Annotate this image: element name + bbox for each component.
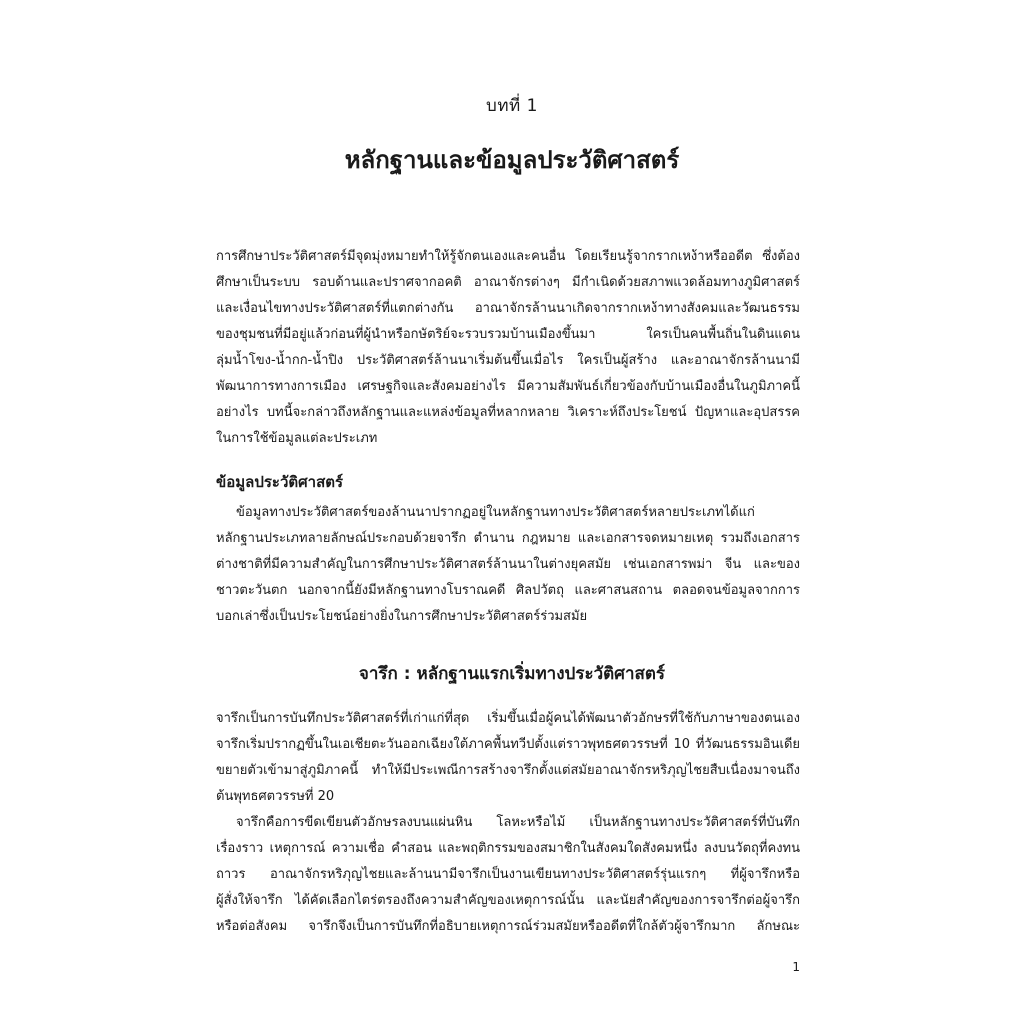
page-number: 1	[792, 960, 800, 974]
paragraph-line: บอกเล่าซึ่งเป็นประโยชน์อย่างยิ่งในการศึกษาประวัติศาสตร์ร่วมสมัย	[216, 609, 588, 624]
section-paragraph	[216, 810, 800, 940]
paragraph-line: ขยายตัวเข้ามาสู่ภูมิภาคนี้ ทำให้มีประเพณีการสร้างจารึกตั้งแต่สมัยอาณาจักรหริภุญไชยสืบเนื่องมาจนถึง	[216, 763, 800, 778]
section-heading: ข้อมูลประวัติศาสตร์	[216, 473, 344, 491]
paragraph-line: และเงื่อนไขทางประวัติศาสตร์ที่แตกต่างกัน อาณาจักรล้านนาเกิดจากรากเหง้าทางสังคมและวัฒนธรรม	[216, 301, 800, 316]
paragraph-line: ของชุมชนที่มีอยู่แล้วก่อนที่ผู้นำหรือกษัตริย์จะรวบรวมบ้านเมืองขึ้นมา ใครเป็นคนพื้นถิ่นในดินแดน	[216, 327, 800, 342]
paragraph-line: อย่างไร บทนี้จะกล่าวถึงหลักฐานและแหล่งข้อมูลที่หลากหลาย วิเคราะห์ถึงประโยชน์ ปัญหาและอุปสรรค	[216, 405, 800, 420]
paragraph-line: จารึกคือการขีดเขียนตัวอักษรลงบนแผ่นหิน โลหะหรือไม้ เป็นหลักฐานทางประวัติศาสตร์ที่บันทึก	[236, 815, 800, 830]
paragraph-line: หรือต่อสังคม จารึกจึงเป็นการบันทึกที่อธิบายเหตุการณ์ร่วมสมัยหรืออดีตที่ใกล้ตัวผู้จารึกมาก ลักษณะ	[216, 919, 800, 934]
section-heading: จารึก : หลักฐานแรกเริ่มทางประวัติศาสตร์	[358, 664, 666, 684]
paragraph-line: ข้อมูลทางประวัติศาสตร์ของล้านนาปรากฏอยู่ในหลักฐานทางประวัติศาสตร์หลายประเภทได้แก่	[236, 505, 755, 520]
paragraph-line: ต้นพุทธศตวรรษที่ 20	[216, 789, 335, 804]
paragraph-line: ชาวตะวันตก นอกจากนี้ยังมีหลักฐานทางโบราณคดี ศิลปวัตถุ และศาสนสถาน ตลอดจนข้อมูลจากการ	[216, 583, 800, 598]
paragraph-line: ลุ่มน้ำโขง-น้ำกก-น้ำปิง ประวัติศาสตร์ล้านนาเริ่มต้นขึ้นเมื่อไร ใครเป็นผู้สร้าง และอาณาจักรล้านนามี	[216, 353, 800, 368]
paragraph-line: ในการใช้ข้อมูลแต่ละประเภท	[216, 431, 378, 446]
paragraph-line: ศึกษาเป็นระบบ รอบด้านและปราศจากอคติ อาณาจักรต่างๆ มีกำเนิดด้วยสภาพแวดล้อมทางภูมิศาสตร์	[216, 275, 800, 290]
paragraph-line: ผู้สั่งให้จารึก ได้คัดเลือกไตร่ตรองถึงความสำคัญของเหตุการณ์นั้น และนัยสำคัญของการจารึกต่อผู้จารึก	[216, 893, 800, 908]
chapter-number: บทที่ 1	[486, 96, 538, 116]
paragraph-line: การศึกษาประวัติศาสตร์มีจุดมุ่งหมายทำให้รู้จักตนเองและคนอื่น โดยเรียนรู้จากรากเหง้าหรืออดีต ซึ่งต้อง	[216, 249, 800, 264]
section-paragraph	[216, 706, 800, 810]
paragraph-line: จารึกเริ่มปรากฏขึ้นในเอเชียตะวันออกเฉียงใต้ภาคพื้นทวีปตั้งแต่ราวพุทธศตวรรษที่ 10 ที่วัฒนธรรมอินเดีย	[216, 737, 800, 752]
paragraph-line: ต่างชาติที่มีความสำคัญในการศึกษาประวัติศาสตร์ล้านนาในต่างยุคสมัย เช่นเอกสารพม่า จีน และของ	[216, 557, 800, 572]
paragraph-line: ถาวร อาณาจักรหริภุญไชยและล้านนามีจารึกเป็นงานเขียนทางประวัติศาสตร์รุ่นแรกๆ ที่ผู้จารึกหรือ	[216, 867, 800, 882]
paragraph-line: เรื่องราว เหตุการณ์ ความเชื่อ คำสอน และพฤติกรรมของสมาชิกในสังคมใดสังคมหนึ่ง ลงบนวัตถุที่คงทน	[216, 841, 800, 856]
intro-paragraph	[216, 244, 800, 452]
paragraph-line: หลักฐานประเภทลายลักษณ์ประกอบด้วยจารึก ตำนาน กฎหมาย และเอกสารจดหมายเหตุ รวมถึงเอกสาร	[216, 531, 800, 546]
section-paragraph	[216, 500, 800, 630]
paragraph-line: พัฒนาการทางการเมือง เศรษฐกิจและสังคมอย่างไร มีความสัมพันธ์เกี่ยวข้องกับบ้านเมืองอื่นในภูมิภาคนี้	[216, 379, 800, 394]
chapter-title: หลักฐานและข้อมูลประวัติศาสตร์	[344, 146, 680, 174]
paragraph-line: จารึกเป็นการบันทึกประวัติศาสตร์ที่เก่าแก่ที่สุด เริ่มขึ้นเมื่อผู้คนได้พัฒนาตัวอักษรที่ใช้กับภาษาของตนเอง	[216, 711, 800, 726]
